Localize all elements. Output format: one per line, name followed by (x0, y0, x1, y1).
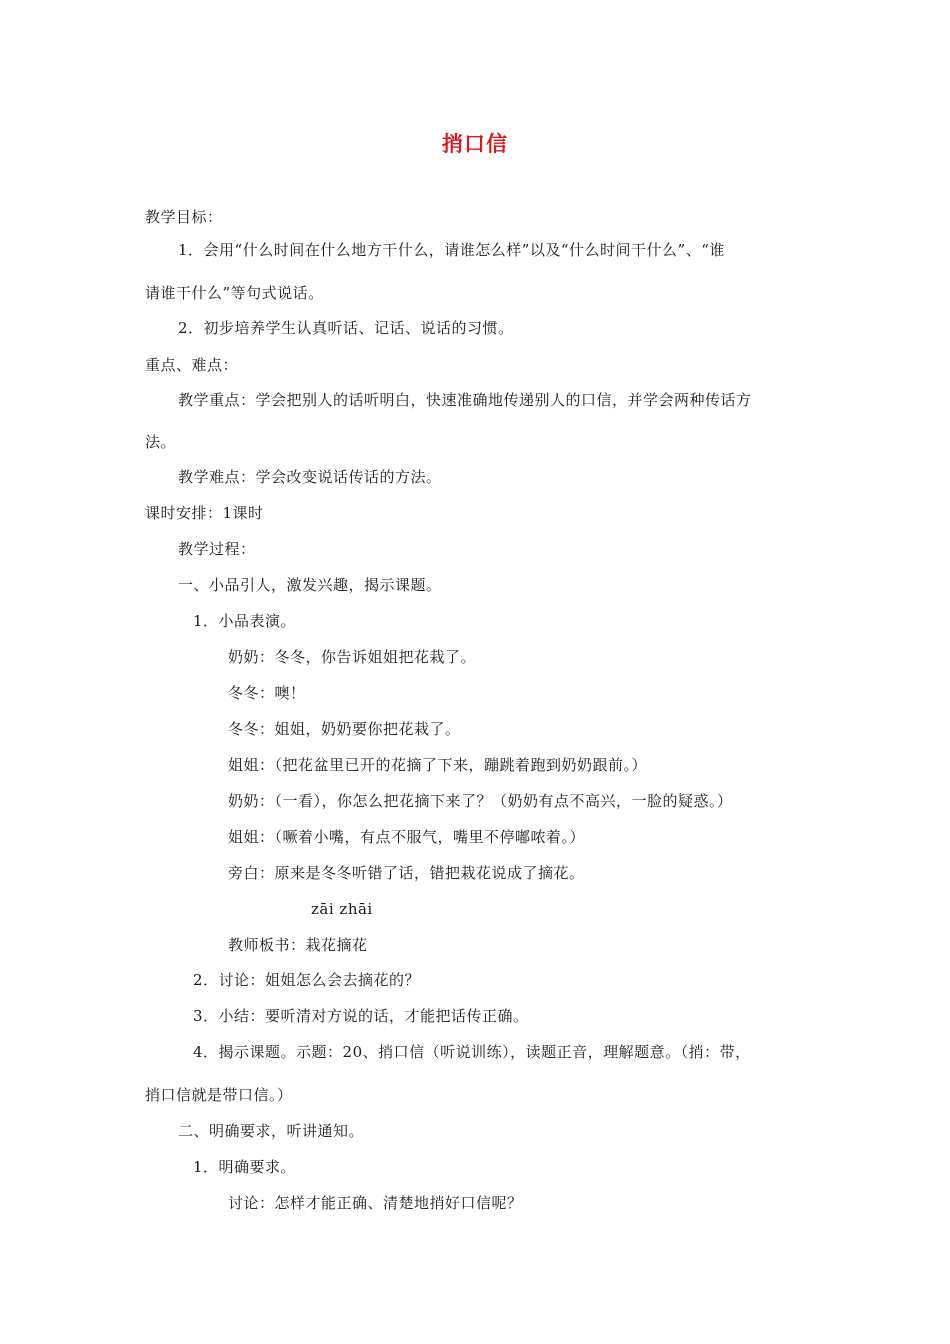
paragraph-line: 2．讨论：姐姐怎么会去摘花的？ (193, 971, 421, 989)
dialogue-line: 冬冬：噢！ (228, 684, 306, 702)
dialogue-line: 冬冬：姐姐，奶奶要你把花栽了。 (228, 720, 461, 738)
paragraph-line: 二、明确要求，听讲通知。 (178, 1122, 365, 1140)
section-heading-schedule: 课时安排：1课时 (145, 504, 264, 522)
paragraph-line: 2．初步培养学生认真听话、记话、说话的习惯。 (178, 319, 514, 337)
pinyin-line: zāi zhāi (311, 900, 373, 918)
dialogue-line: 奶奶：（一看），你怎么把花摘下来了？（奶奶有点不高兴，一脸的疑惑。） (228, 792, 733, 810)
paragraph-line: 1．明确要求。 (193, 1158, 297, 1176)
section-heading-key-points: 重点、难点： (145, 356, 239, 374)
dialogue-line: 姐姐：（把花盆里已开的花摘了下来，蹦跳着跑到奶奶跟前。） (228, 756, 648, 774)
document-title: 捎口信 (442, 132, 508, 156)
paragraph-line: 一、小品引人，激发兴趣，揭示课题。 (178, 576, 442, 594)
dialogue-line: 姐姐：（噘着小嘴，有点不服气，嘴里不停嘟哝着。） (228, 828, 586, 846)
paragraph-line: 讨论：怎样才能正确、清楚地捎好口信呢？ (228, 1194, 523, 1212)
paragraph-line: 请谁干什么”等句式说话。 (145, 284, 324, 302)
dialogue-line: 旁白：原来是冬冬听错了话，错把栽花说成了摘花。 (228, 864, 585, 882)
paragraph-line: 教学重点：学会把别人的话听明白，快速准确地传递别人的口信，并学会两种传话方 (178, 391, 752, 409)
paragraph-line: 教师板书：栽花摘花 (228, 936, 368, 954)
paragraph-line: 3．小结：要听清对方说的话，才能把话传正确。 (193, 1007, 529, 1025)
dialogue-line: 奶奶：冬冬，你告诉姐姐把花栽了。 (228, 648, 477, 666)
paragraph-line: 1．会用“什么时间在什么地方干什么，请谁怎么样”以及“什么时间干什么”、“谁 (178, 241, 725, 259)
paragraph-line: 1．小品表演。 (193, 612, 297, 630)
section-heading-objectives: 教学目标： (145, 208, 223, 226)
paragraph-line: 法。 (145, 433, 177, 451)
paragraph-line: 教学难点：学会改变说话传话的方法。 (178, 468, 442, 486)
paragraph-line: 捎口信就是带口信。） (145, 1086, 293, 1104)
paragraph-line: 4．揭示课题。示题：20、捎口信（听说训练），读题正音，理解题意。（捎：带， (193, 1043, 751, 1061)
section-heading-process: 教学过程： (178, 540, 256, 558)
